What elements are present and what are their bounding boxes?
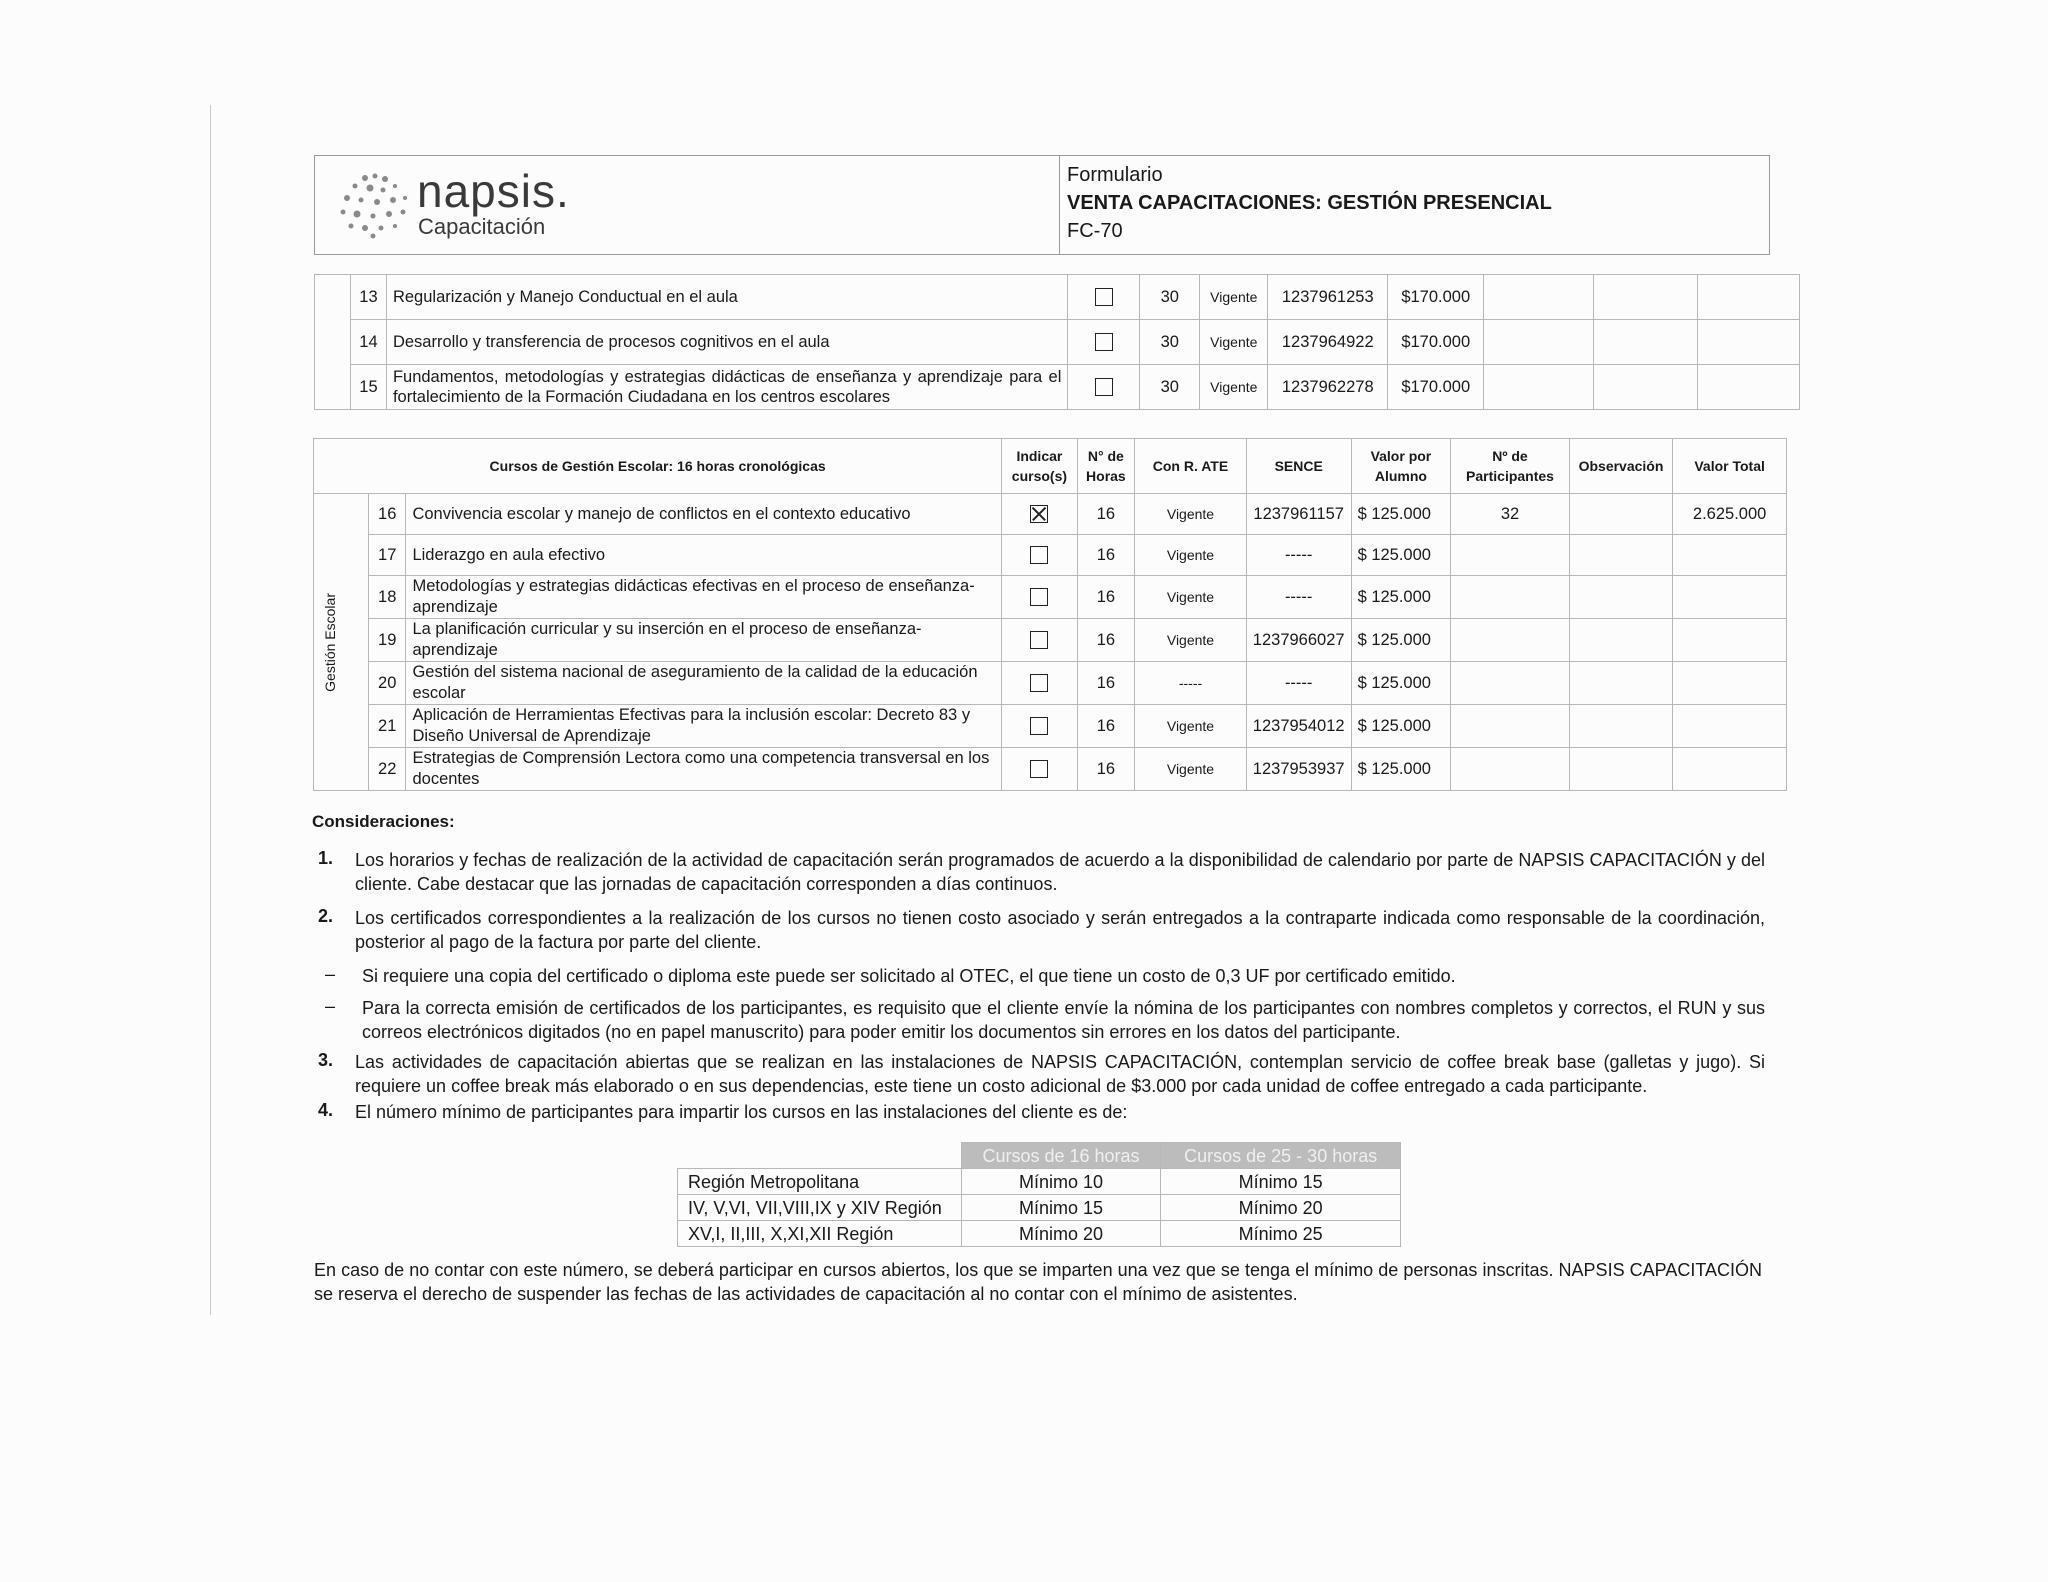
table-row bbox=[678, 1221, 1401, 1247]
napsis-logo bbox=[335, 165, 595, 240]
consideration-subitem: Para la correcta emisión de certificados de los participantes, es requisito que el cliente envíe la nómina de los participantes con nombres completos y correctos, el RUN y sus correos electrónicos digitados (no en papel manuscrito) para poder emitir los documentos sin errores en los datos del participante. bbox=[362, 998, 1765, 1042]
course-hours: 16 bbox=[1077, 662, 1135, 705]
observation-cell[interactable] bbox=[1569, 748, 1673, 791]
course-ate: Vigente bbox=[1135, 576, 1247, 619]
region-name: Región Metropolitana bbox=[678, 1169, 962, 1195]
course-hours: 16 bbox=[1077, 705, 1135, 748]
row-number: 20 bbox=[369, 662, 406, 705]
course-price: $ 125.000 bbox=[1351, 494, 1451, 535]
col-total: Valor Total bbox=[1673, 439, 1787, 494]
course-ate: Vigente bbox=[1200, 365, 1268, 410]
course-hours: 30 bbox=[1140, 365, 1200, 410]
course-name: La planificación curricular y su inserción en el proceso de enseñanza-aprendizaje bbox=[406, 619, 1002, 662]
course-ate: Vigente bbox=[1135, 535, 1247, 576]
course-checkbox[interactable] bbox=[1002, 705, 1077, 748]
table-row bbox=[315, 320, 1800, 365]
observation-cell[interactable] bbox=[1594, 365, 1698, 410]
course-sence: 1237954012 bbox=[1246, 705, 1351, 748]
course-name: Regularización y Manejo Conductual en el aula bbox=[386, 275, 1067, 320]
course-checkbox[interactable] bbox=[1002, 662, 1077, 705]
course-name: Desarrollo y transferencia de procesos cognitivos en el aula bbox=[386, 320, 1067, 365]
document-header bbox=[314, 155, 1770, 255]
course-hours: 30 bbox=[1140, 275, 1200, 320]
form-label: Formulario bbox=[1067, 164, 1163, 186]
observation-cell[interactable] bbox=[1569, 494, 1673, 535]
checkbox-icon bbox=[1095, 333, 1113, 351]
logo-dots-icon bbox=[335, 170, 415, 240]
table-row bbox=[678, 1195, 1401, 1221]
row-number: 19 bbox=[369, 619, 406, 662]
minimum-participants-table bbox=[677, 1142, 1401, 1247]
minimum-25-30h: Mínimo 15 bbox=[1161, 1169, 1401, 1195]
table-row bbox=[314, 748, 1787, 791]
observation-cell[interactable] bbox=[1594, 320, 1698, 365]
row-number: 17 bbox=[369, 535, 406, 576]
section-title: Cursos de Gestión Escolar: 16 horas cronológicas bbox=[314, 439, 1002, 494]
considerations-title: Consideraciones: bbox=[312, 812, 455, 831]
total-cell[interactable]: 2.625.000 bbox=[1673, 494, 1787, 535]
checkbox-icon bbox=[1030, 717, 1048, 735]
col-25-30-hours: Cursos de 25 - 30 horas bbox=[1161, 1143, 1401, 1169]
course-name: Estrategias de Comprensión Lectora como una competencia transversal en los docentes bbox=[406, 748, 1002, 791]
course-hours: 30 bbox=[1140, 320, 1200, 365]
table-header-row bbox=[678, 1143, 1401, 1169]
form-code: FC-70 bbox=[1067, 220, 1123, 242]
course-name: Aplicación de Herramientas Efectivas para la inclusión escolar: Decreto 83 y Diseño Universal de Aprendizaje bbox=[406, 705, 1002, 748]
course-ate: Vigente bbox=[1135, 619, 1247, 662]
course-sence: 1237966027 bbox=[1246, 619, 1351, 662]
course-name: Gestión del sistema nacional de aseguramiento de la calidad de la educación escolar bbox=[406, 662, 1002, 705]
checkbox-icon bbox=[1030, 674, 1048, 692]
course-price: $ 125.000 bbox=[1351, 535, 1451, 576]
checkbox-icon bbox=[1095, 288, 1113, 306]
course-checkbox[interactable] bbox=[1002, 748, 1077, 791]
row-number: 21 bbox=[369, 705, 406, 748]
item-number: 4. bbox=[318, 1100, 334, 1120]
row-number: 13 bbox=[350, 275, 386, 320]
col-16-hours: Cursos de 16 horas bbox=[961, 1143, 1161, 1169]
course-sence: 1237962278 bbox=[1268, 365, 1388, 410]
checkbox-icon bbox=[1030, 588, 1048, 606]
course-hours: 16 bbox=[1077, 748, 1135, 791]
row-number: 15 bbox=[350, 365, 386, 410]
course-checkbox[interactable] bbox=[1068, 365, 1140, 410]
col-horas: N° de Horas bbox=[1077, 439, 1135, 494]
course-hours: 16 bbox=[1077, 494, 1135, 535]
consideration-item: Los certificados correspondientes a la realización de los cursos no tienen costo asociado y serán entregados a la contraparte indicada como responsable de la coordinación, posterior al pago de la factura por parte del cliente. bbox=[355, 908, 1765, 952]
total-cell[interactable] bbox=[1698, 320, 1800, 365]
dash-bullet: – bbox=[325, 964, 336, 984]
item-number: 1. bbox=[318, 848, 334, 868]
course-price: $ 125.000 bbox=[1351, 662, 1451, 705]
course-checkbox[interactable] bbox=[1002, 494, 1077, 535]
logo-wordmark: napsis. bbox=[417, 165, 570, 217]
empty-header-cell bbox=[678, 1143, 962, 1169]
course-sence: ----- bbox=[1246, 535, 1351, 576]
course-price: $170.000 bbox=[1388, 365, 1484, 410]
header-divider bbox=[1059, 156, 1060, 254]
course-hours: 16 bbox=[1077, 576, 1135, 619]
participants-cell[interactable] bbox=[1451, 619, 1570, 662]
checkbox-icon bbox=[1030, 760, 1048, 778]
total-cell[interactable] bbox=[1673, 662, 1787, 705]
course-price: $ 125.000 bbox=[1351, 619, 1451, 662]
col-observacion: Observación bbox=[1569, 439, 1673, 494]
course-price: $ 125.000 bbox=[1351, 705, 1451, 748]
consideration-item: Las actividades de capacitación abiertas que se realizan en las instalaciones de NAPSIS CAPACITACIÓN, contemplan servicio de coffee break base (galletas y jugo). Si requiere un coffee break más elaborado o en sus dependencias, este tiene un costo adicional de $3.000 por cada unidad de coffee entregado a cada participante. bbox=[355, 1052, 1765, 1096]
course-sence: 1237953937 bbox=[1246, 748, 1351, 791]
consideration-item: Los horarios y fechas de realización de la actividad de capacitación serán programados de acuerdo a la disponibilidad de calendario por parte de NAPSIS CAPACITACIÓN y del cliente. Cabe destacar que las jornadas de capacitación corresponden a días continuos. bbox=[355, 850, 1765, 894]
consideration-subitem: Si requiere una copia del certificado o diploma este puede ser solicitado al OTEC, el que tiene un costo de 0,3 UF por certificado emitido. bbox=[362, 966, 1456, 986]
course-ate: Vigente bbox=[1135, 494, 1247, 535]
minimum-16h: Mínimo 15 bbox=[961, 1195, 1161, 1221]
table-row bbox=[678, 1169, 1401, 1195]
row-number: 16 bbox=[369, 494, 406, 535]
minimum-16h: Mínimo 20 bbox=[961, 1221, 1161, 1247]
col-sence: SENCE bbox=[1246, 439, 1351, 494]
col-ate: Con R. ATE bbox=[1135, 439, 1247, 494]
table-row bbox=[315, 365, 1800, 410]
total-cell[interactable] bbox=[1673, 748, 1787, 791]
logo-subtitle: Capacitación bbox=[418, 214, 546, 239]
total-cell[interactable] bbox=[1698, 275, 1800, 320]
course-ate: Vigente bbox=[1200, 275, 1268, 320]
courses-table-30h bbox=[314, 274, 1800, 410]
course-sence: 1237964922 bbox=[1268, 320, 1388, 365]
course-checkbox[interactable] bbox=[1002, 576, 1077, 619]
item-number: 2. bbox=[318, 906, 334, 926]
participants-cell[interactable] bbox=[1451, 535, 1570, 576]
region-name: XV,I, II,III, X,XI,XII Región bbox=[678, 1221, 962, 1247]
participants-cell[interactable] bbox=[1451, 662, 1570, 705]
row-number: 18 bbox=[369, 576, 406, 619]
participants-cell[interactable] bbox=[1484, 365, 1594, 410]
course-sence: 1237961253 bbox=[1268, 275, 1388, 320]
table-row bbox=[314, 494, 1787, 535]
observation-cell[interactable] bbox=[1569, 705, 1673, 748]
observation-cell[interactable] bbox=[1594, 275, 1698, 320]
course-name: Convivencia escolar y manejo de conflictos en el contexto educativo bbox=[406, 494, 1002, 535]
final-note: En caso de no contar con este número, se deberá participar en cursos abiertos, los que se imparten una vez que se tenga el mínimo de personas inscritas. NAPSIS CAPACITACIÓN se reserva el derecho de suspender las fechas de las actividades de capacitación al no contar con el mínimo de asistentes. bbox=[314, 1260, 1762, 1304]
table-row bbox=[314, 535, 1787, 576]
side-label: Gestión Escolar bbox=[322, 592, 338, 692]
courses-table-gestion-escolar bbox=[313, 438, 1787, 791]
checkbox-icon bbox=[1030, 631, 1048, 649]
checkbox-icon bbox=[1095, 378, 1113, 396]
consideration-item: El número mínimo de participantes para impartir los cursos en las instalaciones del cliente es de: bbox=[355, 1102, 1128, 1122]
course-ate: Vigente bbox=[1135, 748, 1247, 791]
course-price: $ 125.000 bbox=[1351, 748, 1451, 791]
side-cell bbox=[315, 275, 351, 410]
total-cell[interactable] bbox=[1673, 535, 1787, 576]
course-sence: ----- bbox=[1246, 662, 1351, 705]
row-number: 22 bbox=[369, 748, 406, 791]
course-checkbox[interactable] bbox=[1002, 619, 1077, 662]
participants-cell[interactable] bbox=[1451, 576, 1570, 619]
course-price: $170.000 bbox=[1388, 275, 1484, 320]
observation-cell[interactable] bbox=[1569, 662, 1673, 705]
minimum-25-30h: Mínimo 20 bbox=[1161, 1195, 1401, 1221]
total-cell[interactable] bbox=[1673, 705, 1787, 748]
page-margin-line bbox=[210, 105, 211, 1315]
course-sence: 1237961157 bbox=[1246, 494, 1351, 535]
participants-cell[interactable] bbox=[1484, 275, 1594, 320]
observation-cell[interactable] bbox=[1569, 535, 1673, 576]
course-name: Liderazgo en aula efectivo bbox=[406, 535, 1002, 576]
table-row bbox=[314, 662, 1787, 705]
col-indicar: Indicar curso(s) bbox=[1002, 439, 1077, 494]
minimum-25-30h: Mínimo 25 bbox=[1161, 1221, 1401, 1247]
course-name: Fundamentos, metodologías y estrategias didácticas de enseñanza y aprendizaje para el fortalecimiento de la Formación Ciudadana en los centros escolares bbox=[386, 365, 1067, 410]
course-sence: ----- bbox=[1246, 576, 1351, 619]
course-ate: Vigente bbox=[1135, 705, 1247, 748]
region-name: IV, V,VI, VII,VIII,IX y XIV Región bbox=[678, 1195, 962, 1221]
table-row bbox=[314, 705, 1787, 748]
minimum-16h: Mínimo 10 bbox=[961, 1169, 1161, 1195]
participants-cell[interactable]: 32 bbox=[1451, 494, 1570, 535]
course-ate: ----- bbox=[1135, 662, 1247, 705]
table-row bbox=[315, 275, 1800, 320]
course-checkbox[interactable] bbox=[1068, 320, 1140, 365]
participants-cell[interactable] bbox=[1451, 748, 1570, 791]
item-number: 3. bbox=[318, 1050, 334, 1070]
course-ate: Vigente bbox=[1200, 320, 1268, 365]
course-price: $170.000 bbox=[1388, 320, 1484, 365]
col-participantes: Nº de Participantes bbox=[1451, 439, 1570, 494]
total-cell[interactable] bbox=[1698, 365, 1800, 410]
table-header-row bbox=[314, 439, 1787, 494]
checked-box-icon bbox=[1030, 505, 1048, 523]
participants-cell[interactable] bbox=[1484, 320, 1594, 365]
col-valor: Valor por Alumno bbox=[1351, 439, 1451, 494]
row-number: 14 bbox=[350, 320, 386, 365]
form-title: VENTA CAPACITACIONES: GESTIÓN PRESENCIAL bbox=[1067, 192, 1552, 214]
side-label-cell bbox=[314, 494, 369, 791]
course-name: Metodologías y estrategias didácticas efectivas en el proceso de enseñanza-aprendizaje bbox=[406, 576, 1002, 619]
course-hours: 16 bbox=[1077, 535, 1135, 576]
table-row bbox=[314, 619, 1787, 662]
total-cell[interactable] bbox=[1673, 619, 1787, 662]
course-price: $ 125.000 bbox=[1351, 576, 1451, 619]
dash-bullet: – bbox=[325, 996, 336, 1016]
table-row bbox=[314, 576, 1787, 619]
observation-cell[interactable] bbox=[1569, 576, 1673, 619]
course-checkbox[interactable] bbox=[1068, 275, 1140, 320]
observation-cell[interactable] bbox=[1569, 619, 1673, 662]
participants-cell[interactable] bbox=[1451, 705, 1570, 748]
total-cell[interactable] bbox=[1673, 576, 1787, 619]
course-hours: 16 bbox=[1077, 619, 1135, 662]
checkbox-icon bbox=[1030, 546, 1048, 564]
course-checkbox[interactable] bbox=[1002, 535, 1077, 576]
